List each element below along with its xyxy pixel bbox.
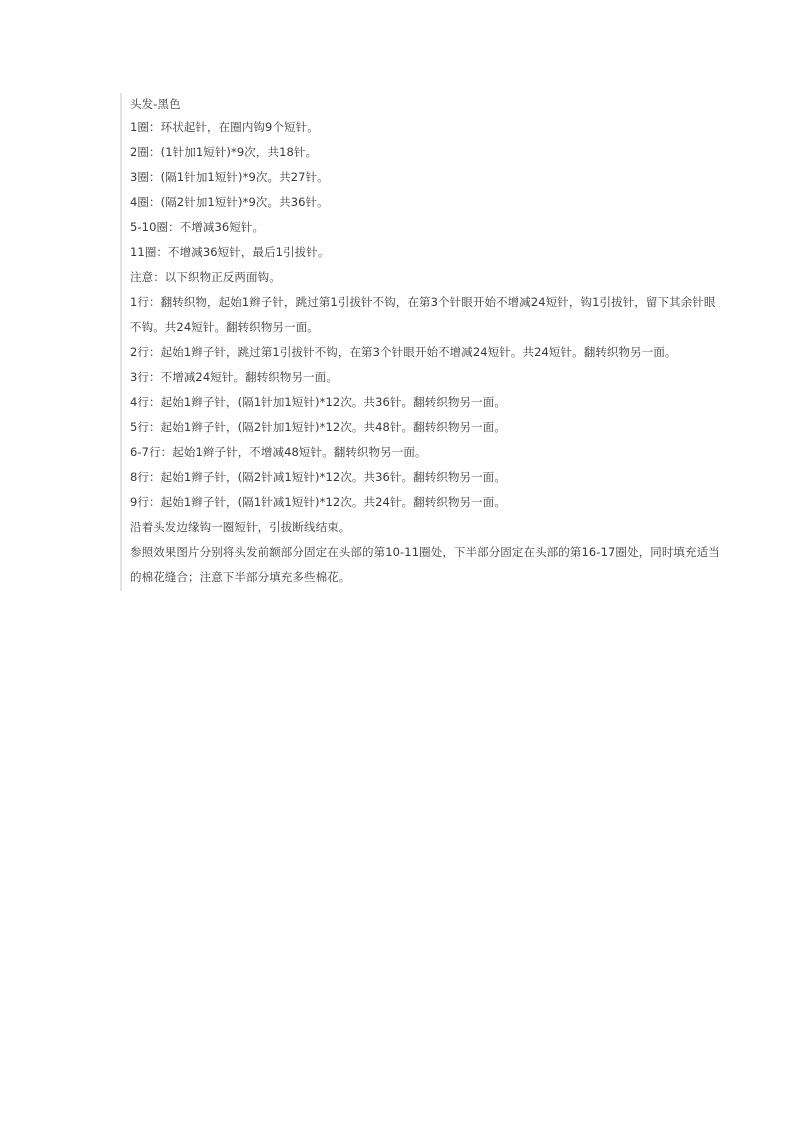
text-lines (130, 93, 775, 590)
text-line-12: 4行：起始1辫子针，(隔1针加1短针)*12次。共36针。翻转织物另一面。 (130, 395, 506, 409)
text-line-16: 9行：起始1辫子针，(隔1针减1短针)*12次。共24针。翻转织物另一面。 (130, 495, 506, 509)
text-line-15: 8行：起始1辫子针，(隔2针减1短针)*12次。共36针。翻转织物另一面。 (130, 470, 506, 484)
text-line-11: 3行：不增减24短针。翻转织物另一面。 (130, 370, 338, 384)
text-line-19: 的棉花缝合；注意下半部分填充多些棉花。 (130, 570, 351, 584)
text-line-3: 3圈：(隔1针加1短针)*9次。共27针。 (130, 170, 329, 184)
text-line-14: 6-7行：起始1辫子针，不增减48短针。翻转织物另一面。 (130, 445, 427, 459)
text-line-13: 5行：起始1辫子针，(隔2针加1短针)*12次。共48针。翻转织物另一面。 (130, 420, 506, 434)
text-line-2: 2圈：(1针加1短针)*9次，共18针。 (130, 145, 318, 159)
text-line-1: 1圈：环状起针，在圈内钩9个短针。 (130, 120, 319, 134)
text-line-5: 5-10圈：不增减36短针。 (130, 220, 265, 234)
text-line-10: 2行：起始1辫子针，跳过第1引拔针不钩，在第3个针眼开始不增减24短针。共24短针。翻转织物另一面。 (130, 345, 677, 359)
text-line-7: 注意：以下织物正反两面钩。 (130, 270, 281, 284)
text-line-17: 沿着头发边缘钩一圈短针，引拔断线结束。 (130, 520, 351, 534)
text-line-18: 参照效果图片分别将头发前额部分固定在头部的第10-11圈处，下半部分固定在头部的第16-17圈处，同时填充适当 (130, 545, 720, 559)
text-line-6: 11圈：不增减36短针，最后1引拔针。 (130, 245, 330, 259)
text-block (120, 93, 772, 591)
text-line-4: 4圈：(隔2针加1短针)*9次。共36针。 (130, 195, 329, 209)
text-line-9: 不钩。共24短针。翻转织物另一面。 (130, 320, 319, 334)
text-line-8: 1行：翻转织物，起始1辫子针，跳过第1引拔针不钩，在第3个针眼开始不增减24短针，钩1引拔针，留下其余针眼 (130, 295, 716, 309)
section-title: 头发-黑色 (130, 97, 181, 111)
